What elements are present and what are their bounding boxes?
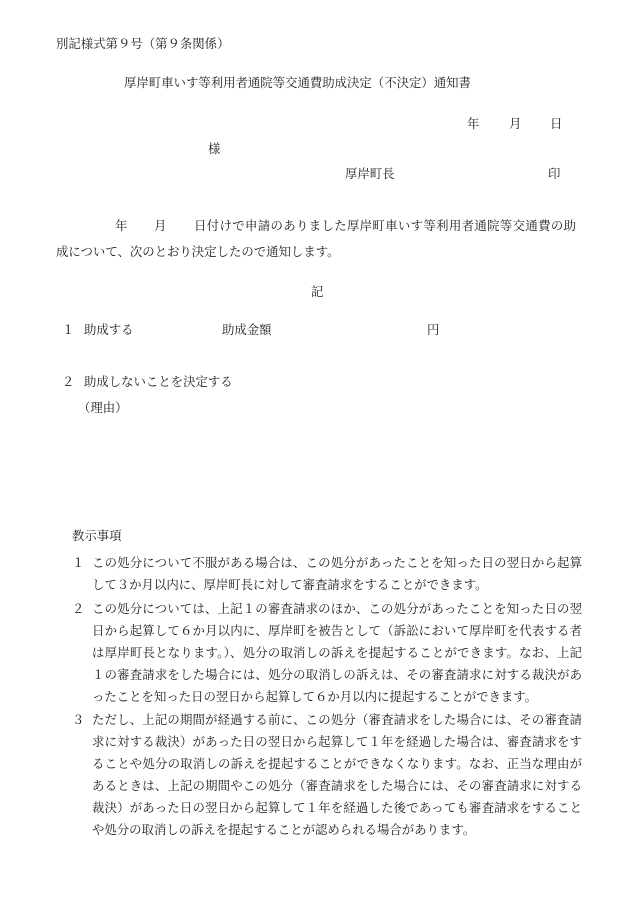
notice-item-text: この処分については、上記１の審査請求のほか、この処分があったことを知った日の翌日から起算して６か月以内に、厚岸町を被告として（訴訟において厚岸町を代表する者は厚岸町長となります。）、処分の取消しの訴えを提起することができます。なお、上記１の審査請求をした場合には、処分の取消しの訴えは、その審査請求に対する裁決があったことを知った日の翌日から起算して６か月以内に提起することができます。 [92, 600, 582, 704]
notice-item-number: １ [72, 555, 85, 570]
decision-2-number: ２ [62, 374, 75, 389]
notice-item-number: ２ [72, 600, 85, 616]
form-label: 別記様式第９号（第９条関係） [56, 36, 230, 51]
appeal-notice-title: 教示事項 [72, 528, 122, 543]
notice-item-text: この処分について不服がある場合は、この処分があったことを知った日の翌日から起算して３か月以内に、厚岸町長に対して審査請求をすることができます。 [92, 555, 582, 592]
notice-item [62, 598, 582, 708]
notification-paragraph: 日付けで申請のありました厚岸町車いす等利用者通院等交通費の助成について、次のとおり決定したので通知します。 [56, 218, 576, 259]
record-heading: 記 [311, 284, 324, 299]
date-day-label: 日 [550, 116, 563, 131]
grant-amount-label: 助成金額 [222, 322, 272, 337]
seal-mark: 印 [548, 166, 561, 181]
body-month-label: 月 [154, 218, 167, 233]
notice-item-number: ３ [72, 712, 85, 727]
addressee-honorific: 様 [208, 141, 221, 156]
decision-1-label: 助成する [84, 322, 134, 337]
date-year-label: 年 [467, 116, 480, 131]
notice-item [62, 552, 582, 596]
reason-label: （理由） [78, 400, 128, 415]
notice-item [62, 709, 582, 841]
document-title: 厚岸町車いす等利用者通院等交通費助成決定（不決定）通知書 [124, 75, 471, 90]
body-year-label: 年 [115, 218, 128, 233]
decision-1-number: １ [62, 322, 75, 337]
date-month-label: 月 [509, 116, 522, 131]
sender-name: 厚岸町長 [345, 166, 395, 181]
appeal-notice-section [62, 526, 582, 843]
decision-2-label: 助成しないことを決定する [84, 374, 233, 389]
notice-item-text: ただし、上記の期間が経過する前に、この処分（審査請求をした場合には、その審査請求に対する裁決）があった日の翌日から起算して１年を経過した場合は、審査請求をすることや処分の取消しの訴えを提起することができなくなります。なお、正当な理由があるときは、上記の期間やこの処分（審査請求をした場合には、その審査請求に対する裁決）があった日の翌日から起算して１年を経過した後であっても審査請求をすることや処分の取消しの訴えを提起することが認められる場合があります。 [92, 712, 582, 837]
yen-unit: 円 [427, 322, 440, 337]
